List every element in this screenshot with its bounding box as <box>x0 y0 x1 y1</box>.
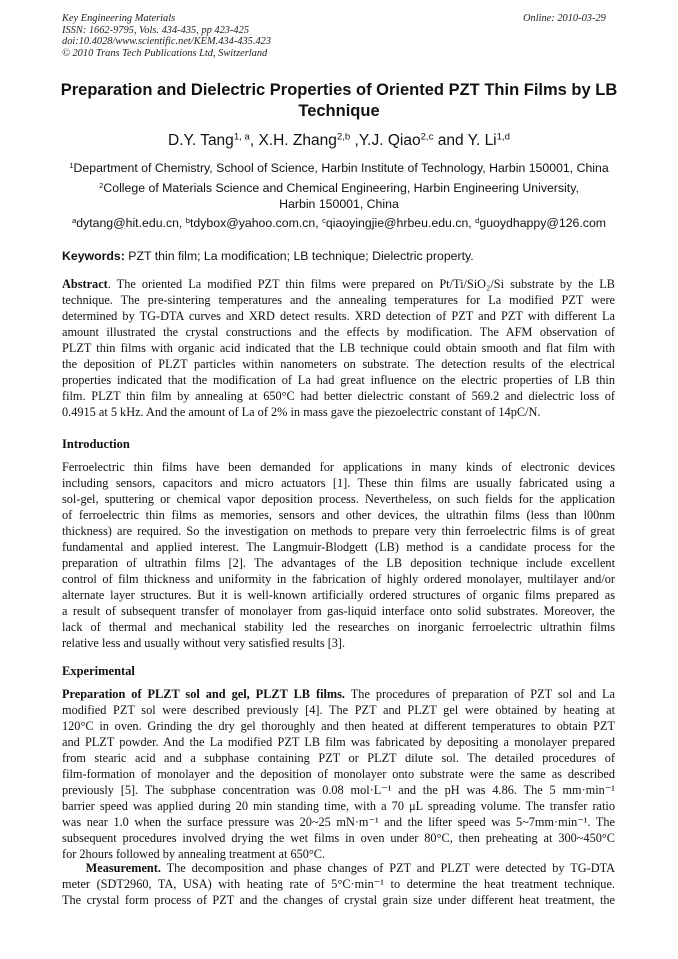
text-line: modified PZT sol were described previously [4]. The PZT and PLZT gel were obtained by heating at <box>62 703 615 717</box>
text-line: The crystal form process of PZT and the changes of crystal grain size under different heat treatment, the <box>62 893 615 907</box>
text-line: amount illustrated the crystal constructions and the effects by modification. The AFM observation of <box>62 325 615 339</box>
author-affiliation-mark: 2,b <box>336 131 351 143</box>
introduction-heading: Introduction <box>62 437 130 451</box>
measurement-paragraph <box>62 860 615 908</box>
email-list <box>40 215 638 231</box>
author-separator: , <box>350 132 359 149</box>
text-line: was near 1.0 when the surface pressure was 20~25 mN·m⁻¹ and the lifter speed was 5~7mm·min⁻¹. The <box>62 815 615 829</box>
preparation-label: Preparation of PLZT sol and gel, PLZT LB films. <box>62 687 346 701</box>
preparation-paragraph <box>62 686 615 862</box>
author-list <box>40 131 638 151</box>
text-line: Abstract. The oriented La modified PZT thin films were prepared on Pt/Ti/SiO₂/Si substrate by the LB <box>62 277 615 291</box>
affiliation-text: Harbin 150001, China <box>279 197 399 211</box>
keywords <box>62 248 474 264</box>
email-address[interactable]: qiaoyingjie@hrbeu.edu.cn, <box>325 216 476 230</box>
text-line: 0.4915 at 5 kHz. And the amount of La of 2% in mass gave the piezoelectric constant of 14pC/N. <box>62 405 541 419</box>
email-address[interactable]: dytang@hit.edu.cn, <box>76 216 186 230</box>
introduction-paragraph <box>62 459 615 651</box>
email-address[interactable]: tdybox@yahoo.com.cn, <box>190 216 323 230</box>
author-name: Y. Li <box>467 132 497 149</box>
text-line: for 2hours followed by annealing treatment at 650°C. <box>62 847 326 861</box>
abstract-label: Abstract <box>62 277 108 291</box>
author-name: Y.J. Qiao <box>358 132 421 149</box>
paper-title: Preparation and Dielectric Properties of Oriented PZT Thin Films by LB Technique <box>60 81 618 120</box>
text-line: control of film thickness and uniformity in the fabrication of highly ordered monolayer, multilayer and/or <box>62 572 615 586</box>
email-address[interactable]: guoydhappy@126.com <box>479 216 607 230</box>
text-line: including sensors, capacitors and micro actuators [1]. These thin films are usually fabricated using a <box>62 476 615 490</box>
affiliation-text: Department of Chemistry, School of Science, Harbin Institute of Technology, Harbin 150001, China <box>73 161 609 175</box>
text-line: properties indicated that the modification of La had great influence on the electric properties of LB thin <box>62 373 615 387</box>
author-name: X.H. Zhang <box>258 132 337 149</box>
text-line: technique. The pre-sintering temperatures and the annealing temperatures for La modified PZT were <box>62 293 615 307</box>
text-line: film. PLZT thin film by annealing at 650°C had better dielectric constant of 569.2 and dielectric loss of <box>62 389 615 403</box>
email-mark: c <box>322 215 326 225</box>
journal-header <box>62 13 271 59</box>
keywords-label: Keywords: <box>62 249 125 263</box>
affiliation-mark: 2 <box>99 180 104 190</box>
text-line: and PLZT powder. And the La modified PZT LB film was fabricated by depositing a monolayer prepared <box>62 735 615 749</box>
text-line: determined by TG-DTA curves and XRD detect results. XRD detection of PZT and PZT with different La <box>62 309 615 323</box>
text-line: Measurement. The decomposition and phase changes of PZT and PLZT were detected by TG-DTA <box>85 861 615 875</box>
text-line: meter (SDT2960, TA, USA) with heating rate of 5°C·min⁻¹ to determine the heat treatment technique. <box>62 877 615 891</box>
affiliation-2 <box>40 180 638 212</box>
email-mark: a <box>71 215 77 225</box>
author-affiliation-mark: 1, a <box>233 131 250 143</box>
text-line: fundamental and applied interest. The Langmuir-Blodgett (LB) method is a candidate process for the <box>62 540 615 554</box>
text-line: sol-gel, sputtering or chemical vapor deposition process. Nevertheless, on such fields for the application <box>62 492 615 506</box>
author-separator: , <box>249 132 259 149</box>
author-name: D.Y. Tang <box>168 132 234 149</box>
text-line: the deposition of PLZT particles within nanometers on substrate. The detection results of the electrical <box>62 357 615 371</box>
text-line: of ferroelectric thin films as memories, sensors and other devices, the ultrathin films (less than l00nm <box>62 508 615 522</box>
copyright-line: © 2010 Trans Tech Publications Ltd, Switzerland <box>62 47 268 59</box>
text-line: Preparation of PLZT sol and gel, PLZT LB films. The procedures of preparation of PZT sol and La <box>62 687 616 701</box>
text-line: from stearic acid and a subphase containing PZT or PLZT dilute sol. The detailed procedures of <box>62 751 615 765</box>
affiliation-mark: 1 <box>69 160 74 170</box>
text-line: Ferroelectric thin films have been demanded for applications in many kinds of electronic devices <box>62 460 615 474</box>
text-line: alternate layer structures. But it is well-known artificially ordered structures of organic films prepared as <box>62 588 615 602</box>
text-line: thickness) are required. So the investigation on methods to prepare very thin ferroelectric films is of great <box>62 524 615 538</box>
text-line: lack of thermal and mechanical stability led the researches on inorganic ferroelectric ultrathin films <box>62 620 615 634</box>
author-separator: and <box>433 132 468 149</box>
doi-line: doi:10.4028/www.scientific.net/KEM.434-435.423 <box>62 36 272 48</box>
author-affiliation-mark: 2,c <box>420 131 434 143</box>
experimental-heading: Experimental <box>62 664 135 678</box>
text-line: relative less and usually without very satisfied results [3]. <box>62 636 346 650</box>
text-line: a result of subsequent transfer of monolayer from gas-liquid interface onto solid substrates. Moreover, the <box>62 604 615 618</box>
online-date: Online: 2010-03-29 <box>523 13 606 24</box>
keywords-text: PZT thin film; La modification; LB technique; Dielectric property. <box>124 249 474 263</box>
email-mark: d <box>475 215 480 225</box>
journal-name: Key Engineering Materials <box>62 13 176 24</box>
affiliation-1 <box>40 160 638 176</box>
measurement-label: Measurement. <box>85 861 161 875</box>
text-line: preparation of ultrathin films [2]. The advantages of the LB deposition technique include excellent <box>62 556 615 570</box>
text-line: subsequent procedures involved drying the wet films in oven under 80°C, then preheating at 300~450°C <box>62 831 615 845</box>
issn-line: ISSN: 1662-9795, Vols. 434-435, pp 423-425 <box>62 24 250 36</box>
email-mark: b <box>185 215 190 225</box>
abstract-paragraph <box>62 276 615 420</box>
affiliation-text: College of Materials Science and Chemical Engineering, Harbin Engineering University, <box>103 181 579 195</box>
text-line: barrier speed was applied during 20 min standing time, with a 70 μL spreading volume. The transfer ratio <box>62 799 615 813</box>
text-line: PLZT thin films with organic acid indicated that the LB technique could obtain smooth and flat film with <box>62 341 615 355</box>
text-line: 120°C in oven. Grinding the dry gel thoroughly and then heated at different temperatures to obtain PZT <box>62 719 615 733</box>
author-affiliation-mark: 1,d <box>496 131 510 143</box>
text-line: film-formation of monolayer and the deposition of monolayer onto substrate were the same as described <box>62 767 615 781</box>
text-line: previously [5]. The subphase concentration was 0.08 mol·L⁻¹ and the pH was 4.86. The 5 mm·min⁻¹ <box>62 783 615 797</box>
